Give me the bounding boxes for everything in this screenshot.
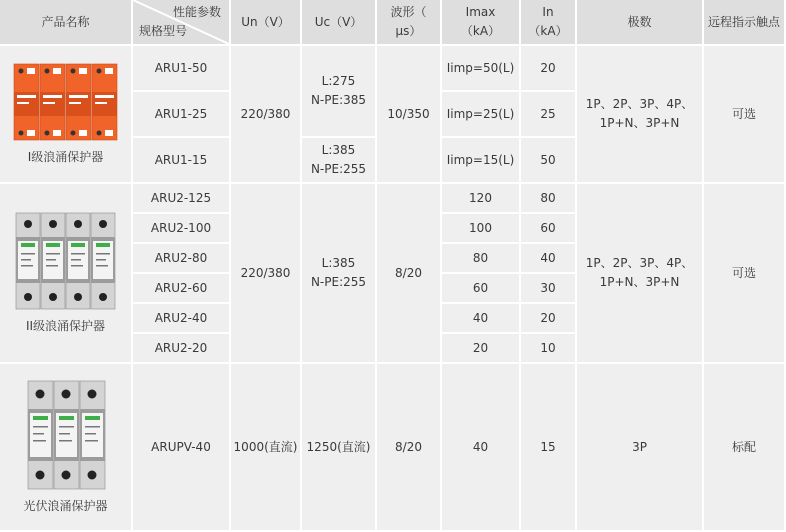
table-row — [0, 364, 784, 530]
header-wave-line2: μs） — [395, 24, 422, 38]
uc-cell-class1-top — [302, 46, 375, 136]
header-imax-line1: Imax — [465, 5, 496, 20]
uc-l-value: L:385 — [321, 256, 356, 271]
imax-cell: 100 — [442, 214, 519, 242]
imax-cell: 20 — [442, 334, 519, 362]
header-imax-line2: （kA） — [460, 24, 501, 38]
poles-cell-class2 — [577, 184, 702, 362]
header-model: 规格型号 — [139, 24, 188, 39]
in-cell: 30 — [521, 274, 575, 302]
imax-cell: 60 — [442, 274, 519, 302]
product-cell-class2 — [0, 184, 131, 362]
spd-pv-image — [26, 379, 106, 491]
model-cell: ARU1-25 — [133, 92, 229, 136]
header-uc: Uc（V） — [302, 0, 375, 44]
model-cell: ARU2-125 — [133, 184, 229, 212]
wave-cell-pv: 8/20 — [377, 364, 440, 530]
imax-cell: 120 — [442, 184, 519, 212]
in-cell: 40 — [521, 244, 575, 272]
header-perf-params: 性能参数 — [172, 5, 221, 19]
uc-cell-class1-bottom — [302, 138, 375, 182]
imax-cell: Iimp=25(L) — [442, 92, 519, 136]
product-cell-class1 — [0, 46, 131, 182]
in-cell: 20 — [521, 304, 575, 332]
header-product-name: 产品名称 — [0, 0, 131, 44]
uc-npe-value: N-PE:255 — [310, 275, 367, 289]
product-cell-pv — [0, 364, 131, 530]
model-cell: ARU1-15 — [133, 138, 229, 182]
header-wave-line1: 波形（ — [390, 5, 427, 20]
poles-line2: 1P+N、3P+N — [599, 275, 680, 289]
header-in-line1: In — [542, 5, 554, 20]
in-cell: 25 — [521, 92, 575, 136]
header-in — [521, 0, 575, 44]
imax-cell: Iimp=15(L) — [442, 138, 519, 182]
in-cell: 10 — [521, 334, 575, 362]
imax-cell: 80 — [442, 244, 519, 272]
poles-cell-class1 — [577, 46, 702, 182]
header-imax — [442, 0, 519, 44]
in-cell: 80 — [521, 184, 575, 212]
wave-cell-class1: 10/350 — [377, 46, 440, 182]
model-cell: ARU1-50 — [133, 46, 229, 90]
model-cell: ARU2-60 — [133, 274, 229, 302]
uc-cell-class2 — [302, 184, 375, 362]
un-cell-class2: 220/380 — [231, 184, 300, 362]
header-un: Un（V） — [231, 0, 300, 44]
poles-cell-pv: 3P — [577, 364, 702, 530]
in-cell: 60 — [521, 214, 575, 242]
model-cell: ARU2-40 — [133, 304, 229, 332]
spd-class2-image — [14, 211, 118, 311]
header-wave — [377, 0, 440, 44]
uc-l-value: L:385 — [321, 143, 356, 158]
imax-cell: Iimp=50(L) — [442, 46, 519, 90]
in-cell: 50 — [521, 138, 575, 182]
header-row — [0, 0, 784, 44]
table-row — [0, 184, 784, 212]
spd-class1-image — [11, 62, 121, 142]
in-cell-pv: 15 — [521, 364, 575, 530]
model-cell: ARU2-100 — [133, 214, 229, 242]
un-cell-pv: 1000(直流) — [231, 364, 300, 530]
poles-line2: 1P+N、3P+N — [599, 116, 680, 130]
header-diagonal-cell — [133, 0, 229, 44]
group-name-pv: 光伏浪涌保护器 — [23, 498, 108, 513]
remote-cell-pv: 标配 — [704, 364, 784, 530]
uc-npe-value: N-PE:255 — [310, 162, 367, 176]
un-cell-class1: 220/380 — [231, 46, 300, 182]
wave-cell-class2: 8/20 — [377, 184, 440, 362]
header-remote: 远程指示触点 — [704, 0, 784, 44]
in-cell: 20 — [521, 46, 575, 90]
poles-line1: 1P、2P、3P、4P、 — [585, 97, 694, 112]
imax-cell-pv: 40 — [442, 364, 519, 530]
imax-cell: 40 — [442, 304, 519, 332]
uc-l-value: L:275 — [321, 74, 356, 89]
remote-cell-class2: 可选 — [704, 184, 784, 362]
header-poles: 极数 — [577, 0, 702, 44]
group-name-class2: II级浪涌保护器 — [25, 318, 106, 333]
poles-line1: 1P、2P、3P、4P、 — [585, 256, 694, 271]
remote-cell-class1: 可选 — [704, 46, 784, 182]
header-in-line2: （kA） — [528, 24, 568, 38]
table-row — [0, 46, 784, 90]
group-name-class1: I级浪涌保护器 — [27, 149, 104, 164]
uc-npe-value: N-PE:385 — [310, 93, 367, 107]
model-cell-pv: ARUPV-40 — [133, 364, 229, 530]
model-cell: ARU2-20 — [133, 334, 229, 362]
model-cell: ARU2-80 — [133, 244, 229, 272]
uc-cell-pv: 1250(直流) — [302, 364, 375, 530]
